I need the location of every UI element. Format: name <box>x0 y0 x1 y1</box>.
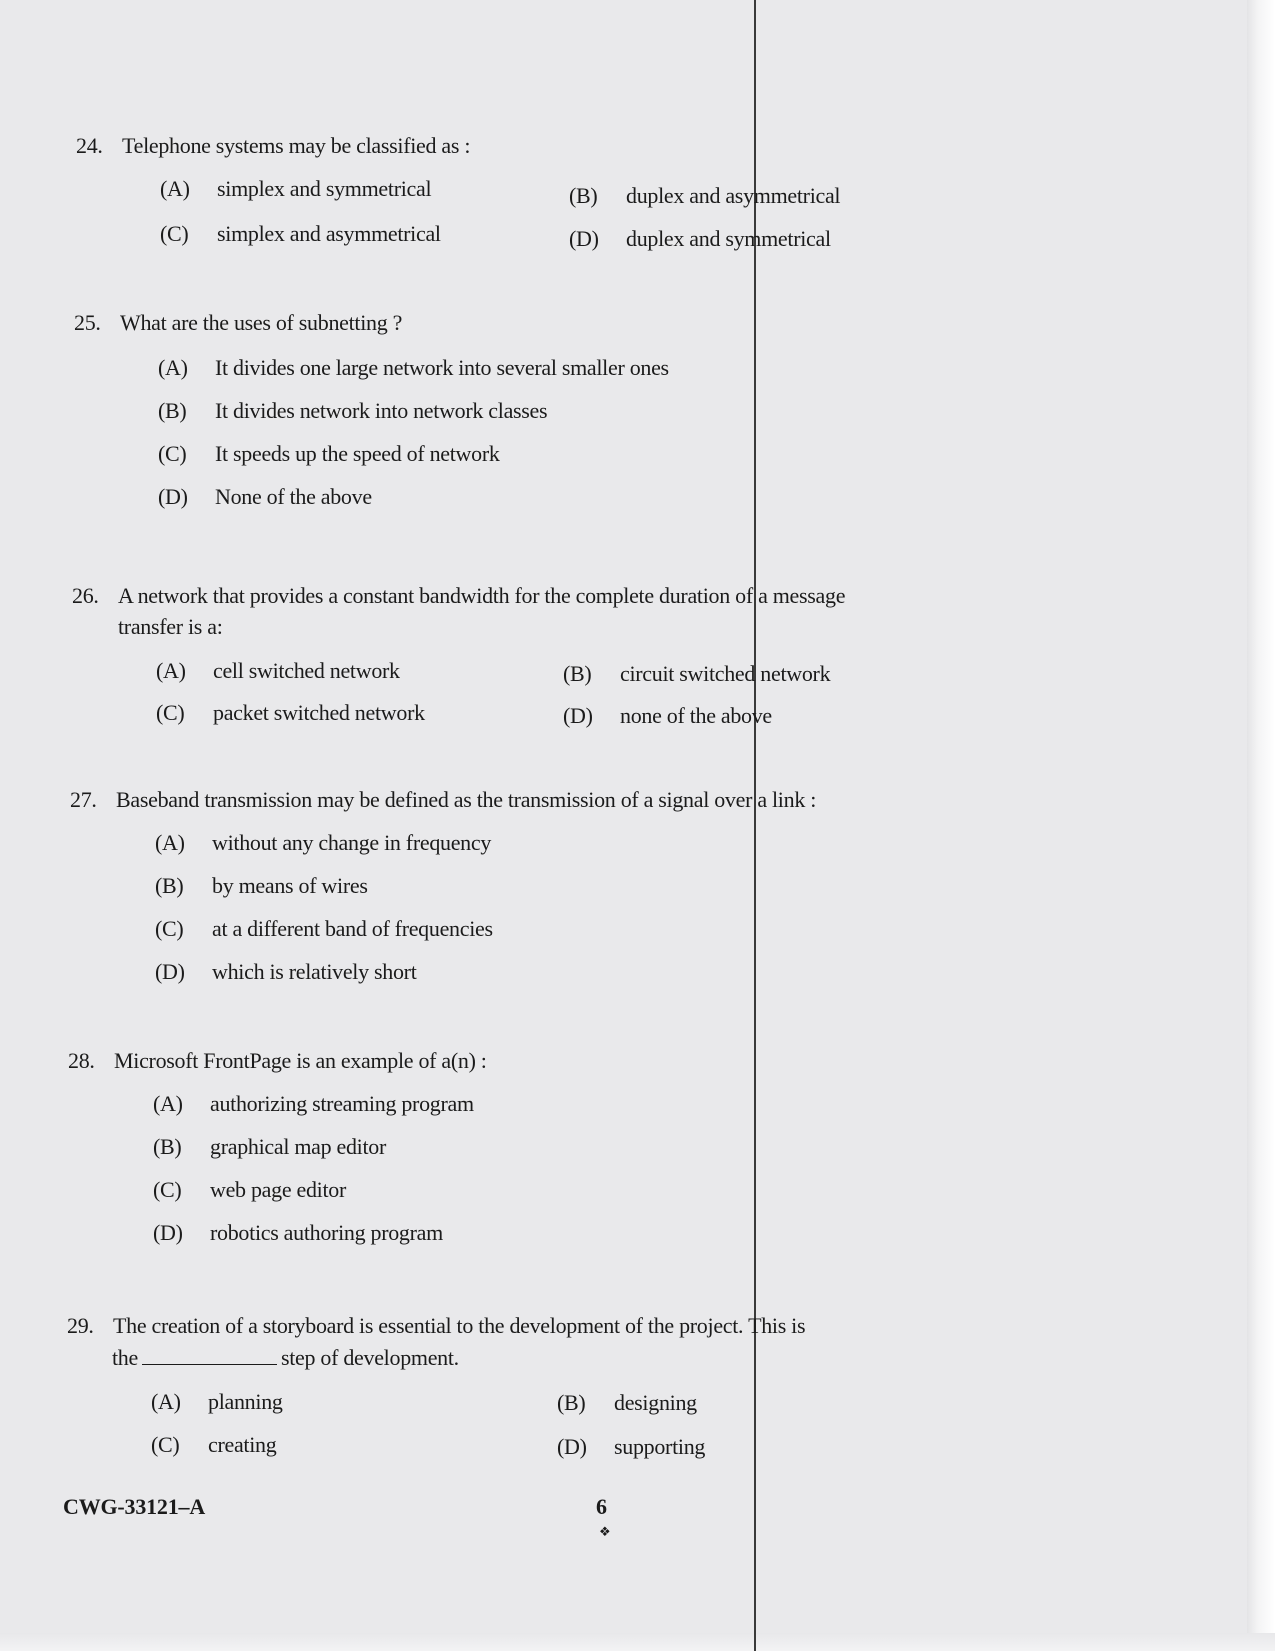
question-text: Telephone systems may be classified as : <box>122 133 471 158</box>
question-25 <box>74 307 402 338</box>
option-25-b: (B) It divides network into network classes <box>158 398 548 423</box>
page-edge-right <box>1247 0 1275 1651</box>
question-number: 25. <box>74 310 101 335</box>
option-26-a: (A) cell switched network <box>156 658 400 683</box>
option-29-c: (C) creating <box>151 1432 277 1457</box>
option-24-a: (A) simplex and symmetrical <box>160 176 432 201</box>
question-26 <box>72 580 845 611</box>
option-27-a: (A) without any change in frequency <box>155 830 492 855</box>
question-29 <box>67 1310 805 1341</box>
paper-code: CWG-33121–A <box>63 1494 206 1519</box>
ornament-diamond-icon: ❖ <box>599 1524 611 1539</box>
option-24-d: (D) duplex and symmetrical <box>569 226 831 251</box>
page-number: 6 <box>596 1494 607 1519</box>
question-28 <box>68 1045 487 1076</box>
option-25-d: (D) None of the above <box>158 484 372 509</box>
option-27-d: (D) which is relatively short <box>155 959 417 984</box>
question-text: Baseband transmission may be defined as the transmission of a signal over a link : <box>116 787 817 812</box>
question-27 <box>70 784 816 815</box>
option-28-c: (C) web page editor <box>153 1177 346 1202</box>
option-28-a: (A) authorizing streaming program <box>153 1091 474 1116</box>
question-number: 28. <box>68 1048 95 1073</box>
option-25-c: (C) It speeds up the speed of network <box>158 441 500 466</box>
answer-blank <box>142 1346 277 1365</box>
question-24 <box>76 130 470 161</box>
option-29-b: (B) designing <box>557 1390 697 1415</box>
option-24-c: (C) simplex and asymmetrical <box>160 221 441 246</box>
question-number: 29. <box>67 1313 94 1338</box>
option-26-d: (D) none of the above <box>563 703 772 728</box>
option-28-b: (B) graphical map editor <box>153 1134 387 1159</box>
option-26-b: (B) circuit switched network <box>563 661 831 686</box>
option-26-c: (C) packet switched network <box>156 700 425 725</box>
question-text: A network that provides a constant bandwidth for the complete duration of a message <box>118 583 846 608</box>
question-text: Microsoft FrontPage is an example of a(n) : <box>114 1048 487 1073</box>
option-29-a: (A) planning <box>151 1389 283 1414</box>
option-27-b: (B) by means of wires <box>155 873 368 898</box>
option-25-a: (A) It divides one large network into several smaller ones <box>158 355 669 380</box>
question-number: 27. <box>70 787 97 812</box>
question-number: 26. <box>72 583 99 608</box>
option-27-c: (C) at a different band of frequencies <box>155 916 493 941</box>
question-29-continuation: the step of development. <box>112 1345 459 1370</box>
option-28-d: (D) robotics authoring program <box>153 1220 443 1245</box>
option-24-b: (B) duplex and asymmetrical <box>569 183 841 208</box>
page-edge-bottom <box>0 1633 1275 1651</box>
option-29-d: (D) supporting <box>557 1434 706 1459</box>
question-number: 24. <box>76 133 103 158</box>
question-text: The creation of a storyboard is essential to the development of the project. This is <box>113 1313 806 1338</box>
question-26-continuation: transfer is a: <box>118 614 223 639</box>
question-text: What are the uses of subnetting ? <box>120 310 403 335</box>
